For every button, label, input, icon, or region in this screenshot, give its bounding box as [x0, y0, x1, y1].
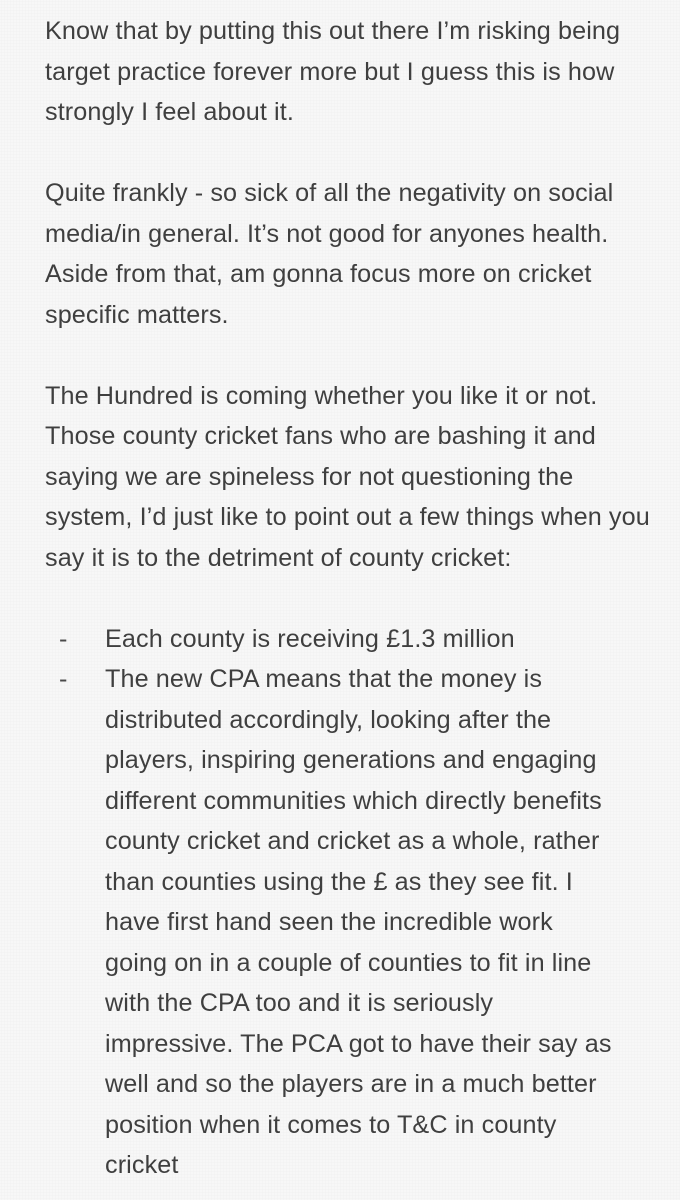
bullet-text: Each county is receiving £1.3 million [105, 624, 515, 653]
bullet-list [45, 619, 660, 1186]
bullet-dash: - [59, 665, 68, 693]
paragraph-negativity: Quite frankly - so sick of all the negativity on social media/in general. It’s not good for anyones health. Aside from that, am gonna focus more on cricket specific matters. [45, 179, 614, 329]
bullet-item-funding [45, 619, 660, 660]
paragraph-the-hundred: The Hundred is coming whether you like it or not. Those county cricket fans who are bashing it and saying we are spineless for not questioning the system, I’d just like to point out a few things when you say it is to the detriment of county cricket: [45, 381, 650, 572]
bullet-dash: - [59, 624, 68, 653]
paragraph-intro: Know that by putting this out there I’m risking being target practice forever more but I guess this is how strongly I feel about it. [45, 17, 621, 126]
bullet-text: The new CPA means that the money is distributed accordingly, looking after the players, inspiring generations and engaging different communities which directly benefits county cricket and cricket as a whole, rather than counties using the £ as they see fit. I have first hand seen the incredible work going on in a couple of counties to fit in line with the CPA too and it is seriously impressive. The PCA got to have their say as well and so the players are in a much better position when it comes to T&C in county cricket [105, 665, 612, 1179]
bullet-item-cpa [45, 659, 660, 1186]
